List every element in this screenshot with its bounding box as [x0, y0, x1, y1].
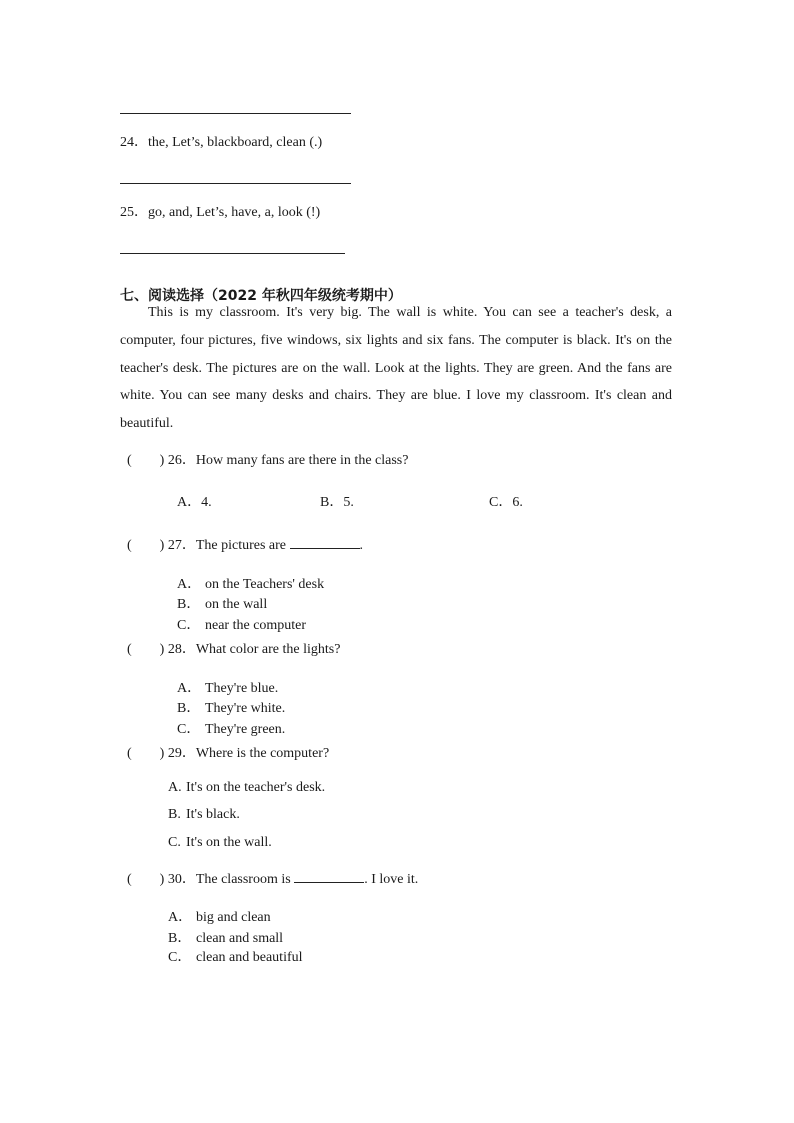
section-heading: 七、阅读选择（2022 年秋四年级统考期中）: [120, 288, 402, 304]
q26-option-c[interactable]: C．6.: [489, 495, 523, 510]
question-28-stem: 28．What color are the lights?: [167, 642, 341, 657]
q28-option-a[interactable]: [177, 677, 278, 697]
option-letter: A．: [177, 681, 202, 696]
q27-option-c[interactable]: [177, 614, 306, 634]
q27-option-b[interactable]: [177, 593, 267, 613]
q30-option-c[interactable]: [168, 946, 303, 966]
question-30-stem-end: . I love it.: [364, 872, 419, 887]
question-27-stem: 27．The pictures are: [167, 538, 287, 553]
answer-paren[interactable]: ( ): [127, 642, 165, 657]
option-text: It's on the teacher's desk.: [186, 780, 326, 795]
question-26: [127, 449, 408, 469]
reading-passage: [120, 299, 672, 438]
q29-option-c[interactable]: [168, 835, 272, 851]
answer-paren[interactable]: ( ): [127, 453, 165, 468]
answer-paren[interactable]: ( ): [127, 746, 165, 761]
answer-line-25[interactable]: [120, 253, 345, 254]
fill-blank[interactable]: [294, 870, 364, 883]
option-letter: C．: [177, 618, 201, 633]
option-letter: B．: [177, 701, 201, 716]
fill-blank[interactable]: [290, 536, 360, 549]
option-text: They're green.: [205, 722, 286, 737]
answer-paren[interactable]: ( ): [127, 538, 165, 553]
answer-paren[interactable]: ( ): [127, 872, 165, 887]
option-letter: A.: [168, 780, 182, 795]
q26-option-b[interactable]: B．5.: [320, 495, 354, 510]
option-letter: A．: [168, 910, 193, 925]
option-text: It's on the wall.: [186, 835, 272, 850]
q28-option-c[interactable]: [177, 718, 285, 738]
question-30-stem: 30．The classroom is: [167, 872, 291, 887]
option-letter: C．: [168, 950, 192, 965]
option-letter: B.: [168, 807, 181, 822]
option-letter: A．: [177, 577, 202, 592]
question-29: [127, 742, 329, 762]
option-text: clean and small: [196, 931, 284, 946]
option-text: big and clean: [196, 910, 271, 925]
passage-text: This is my classroom. It's very big. The wall is white. You can see a teacher's desk, a computer, four pictures, five windows, six lights and six fans. The computer is black. It's on the teacher's desk. The pictures are on the wall. Look at the lights. They are green. And the fans are white. You can see many desks and chairs. They are blue. I love my classroom. It's clean and beautiful.: [120, 305, 672, 432]
q30-option-a[interactable]: [168, 906, 271, 926]
option-text: They're white.: [205, 701, 286, 716]
question-27-stem-end: .: [359, 538, 364, 553]
q28-option-b[interactable]: [177, 697, 285, 717]
question-30: [127, 868, 418, 888]
question-24: 24．the, Let’s, blackboard, clean (.): [120, 135, 323, 150]
question-28: [127, 638, 340, 658]
answer-line-23[interactable]: [120, 113, 351, 114]
answer-line-24[interactable]: [120, 183, 351, 184]
option-letter: C.: [168, 835, 181, 850]
option-text: on the wall: [205, 597, 268, 612]
q30-option-b[interactable]: [168, 927, 283, 947]
option-text: It's black.: [186, 807, 240, 822]
option-letter: C．: [177, 722, 201, 737]
question-29-stem: 29．Where is the computer?: [167, 746, 330, 761]
option-text: near the computer: [205, 618, 307, 633]
q29-option-a[interactable]: [168, 780, 325, 796]
question-27: [127, 534, 363, 554]
q27-option-a[interactable]: [177, 573, 324, 593]
q29-option-b[interactable]: [168, 807, 240, 823]
question-26-stem: 26．How many fans are there in the class?: [167, 453, 409, 468]
option-text: clean and beautiful: [196, 950, 303, 965]
option-text: on the Teachers' desk: [205, 577, 325, 592]
option-letter: B．: [177, 597, 201, 612]
question-25: 25．go, and, Let’s, have, a, look (!): [120, 205, 321, 220]
option-letter: B．: [168, 931, 192, 946]
q26-option-a[interactable]: A．4.: [177, 495, 212, 510]
option-text: They're blue.: [205, 681, 279, 696]
